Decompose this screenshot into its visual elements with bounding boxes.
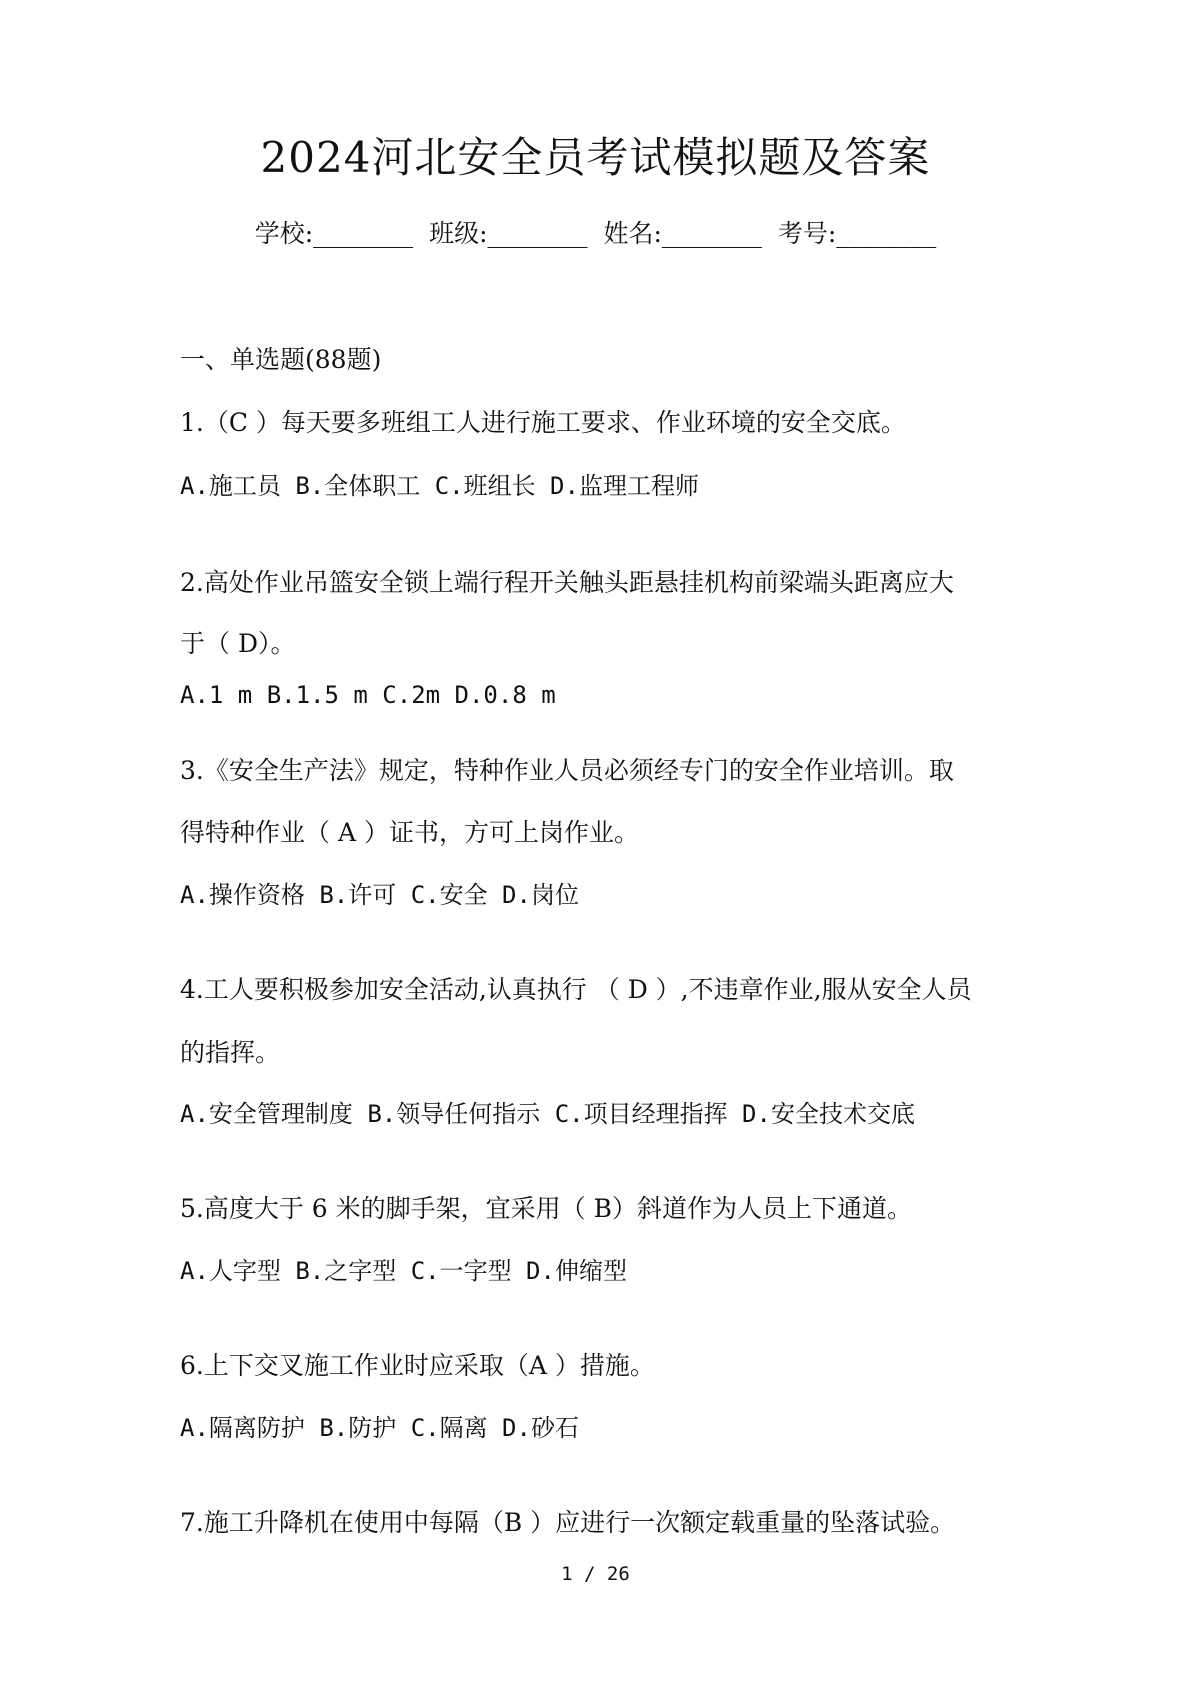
section-heading: 一、单选题(88题) xyxy=(180,345,382,374)
class-field: 班级:________ xyxy=(429,219,588,248)
question-3-options: A.操作资格 B.许可 C.安全 D.岗位 xyxy=(180,881,579,909)
name-field: 姓名:________ xyxy=(603,219,762,248)
question-7-text: 7.施工升降机在使用中每隔（B ）应进行一次额定载重量的坠落试验。 xyxy=(180,1508,956,1537)
question-6-options: A.隔离防护 B.防护 C.隔离 D.砂石 xyxy=(180,1414,579,1442)
question-1-text: 1.（C ）每天要多班组工人进行施工要求、作业环境的安全交底。 xyxy=(180,408,906,437)
exam-number-field: 考号:________ xyxy=(777,219,937,248)
question-5-text: 5.高度大于 6 米的脚手架，宜采用（ B）斜道作为人员上下通道。 xyxy=(180,1194,912,1223)
question-2-options: A.1 m B.1.5 m C.2m D.0.8 m xyxy=(180,681,556,709)
school-field: 学校:________ xyxy=(254,219,414,248)
question-4-text-cont: 的指挥。 xyxy=(180,1038,281,1067)
question-2-text: 2.高处作业吊篮安全锁上端行程开关触头距悬挂机构前梁端头距离应大 xyxy=(180,568,954,597)
question-1-options: A.施工员 B.全体职工 C.班组长 D.监理工程师 xyxy=(180,472,699,500)
question-4-text: 4.工人要积极参加安全活动,认真执行 （ D ）,不违章作业,服从安全人员 xyxy=(180,975,972,1004)
question-5-options: A.人字型 B.之字型 C.一字型 D.伸缩型 xyxy=(180,1257,627,1285)
question-3-text-cont: 得特种作业（ A ）证书，方可上岗作业。 xyxy=(180,818,639,847)
question-2-text-cont: 于（ D）。 xyxy=(180,629,296,658)
page-title: 2024河北安全员考试模拟题及答案 xyxy=(260,133,931,182)
student-info-line xyxy=(0,214,1191,254)
question-6-text: 6.上下交叉施工作业时应采取（A ）措施。 xyxy=(180,1351,655,1380)
question-4-options: A.安全管理制度 B.领导任何指示 C.项目经理指挥 D.安全技术交底 xyxy=(180,1100,915,1128)
page-number: 1 / 26 xyxy=(561,1563,630,1585)
question-3-text: 3.《安全生产法》规定，特种作业人员必须经专门的安全作业培训。取 xyxy=(180,756,954,785)
